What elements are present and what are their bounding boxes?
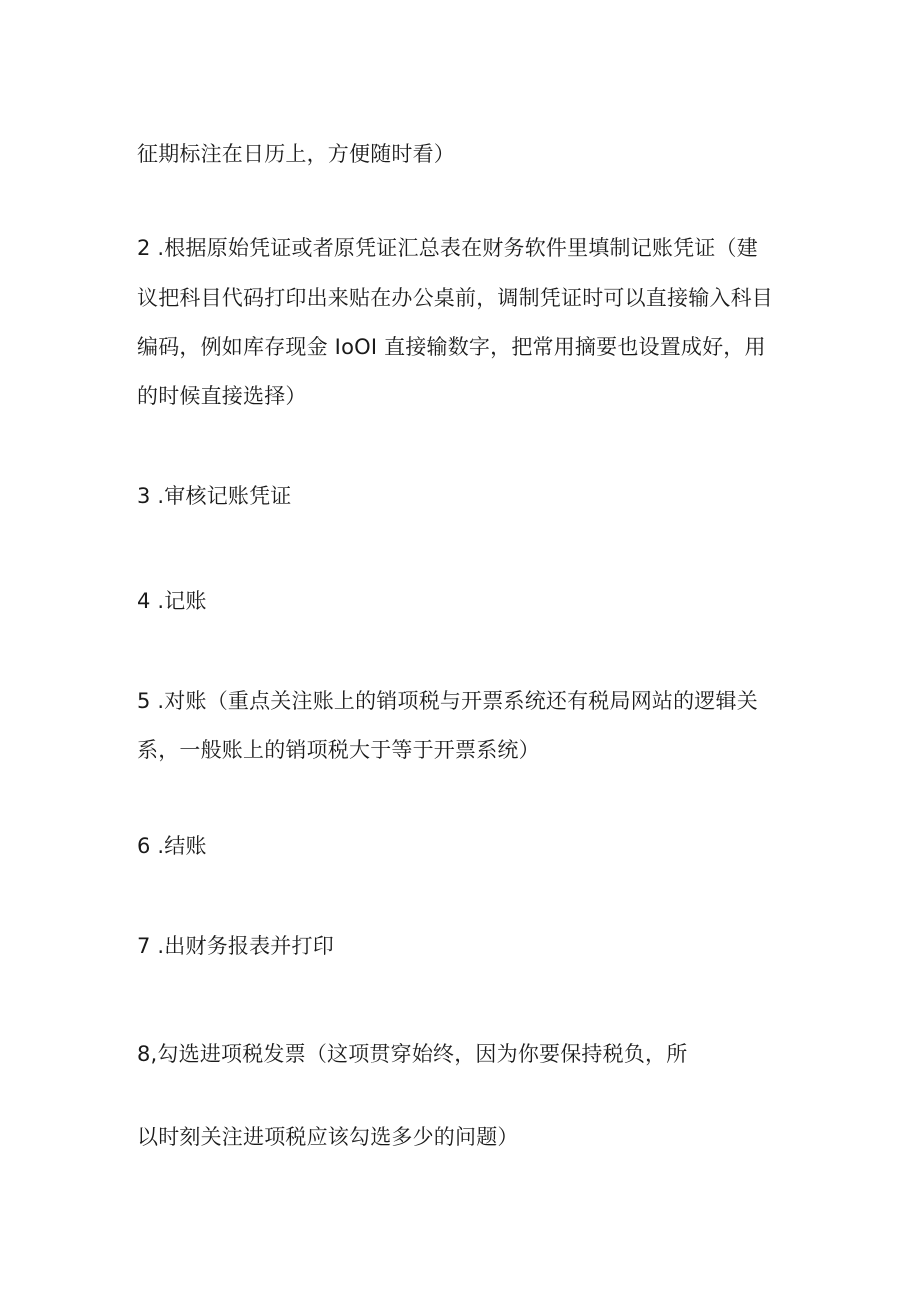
- text-line-7: 4 .记账: [137, 589, 207, 613]
- text-line-4: 编码，例如库存现金 IoOI 直接输数字，把常用摘要也设置成好，用: [137, 335, 766, 359]
- text-line-9: 系，一般账上的销项税大于等于开票系统）: [137, 738, 540, 762]
- text-line-2: 2 .根据原始凭证或者原凭证汇总表在财务软件里填制记账凭证（建: [137, 236, 758, 260]
- text-line-3: 议把科目代码打印出来贴在办公桌前，调制凭证时可以直接输入科目: [137, 286, 773, 310]
- text-line-5: 的时候直接选择）: [137, 384, 307, 408]
- text-line-6: 3 .审核记账凭证: [137, 484, 292, 508]
- text-line-11: 7 .出财务报表并打印: [137, 934, 334, 958]
- text-line-10: 6 .结账: [137, 834, 207, 858]
- text-line-8: 5 .对账（重点关注账上的销项税与开票系统还有税局网站的逻辑关: [137, 689, 758, 713]
- text-line-12: 8,勾选进项税发票（这项贯穿始终，因为你要保持税负，所: [137, 1042, 688, 1066]
- text-line-1: 征期标注在日历上，方便随时看）: [137, 142, 455, 166]
- text-line-13: 以时刻关注进项税应该勾选多少的问题）: [137, 1125, 519, 1149]
